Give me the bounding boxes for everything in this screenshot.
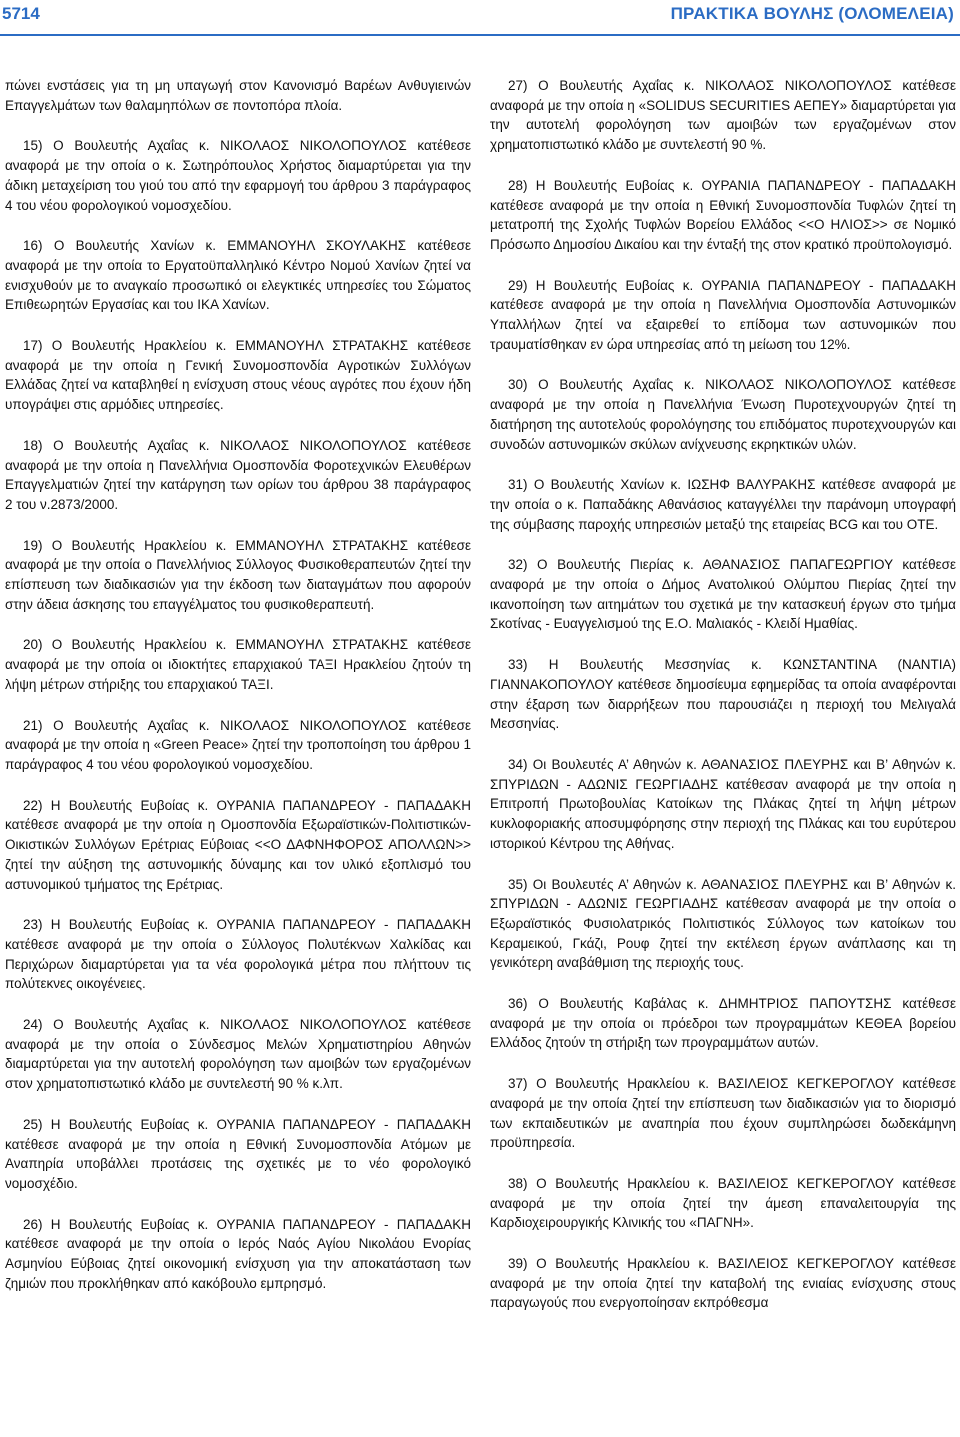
paragraph: 38) Ο Βουλευτής Ηρακλείου κ. ΒΑΣΙΛΕΙΟΣ ΚΕΓΚΕΡΟΓΛΟΥ κατέθεσε αναφορά με την οποία ζητεί την άμεση επαναλειτουργία της Καρδιοχειρουργικής Κλινικής του «ΠΑΓΝΗ». [490, 1175, 956, 1231]
paragraph: πώνει ενστάσεις για τη μη υπαγωγή στον Κανονισμό Βαρέων Ανθυγιεινών Επαγγελμάτων των θαλαμηπόλων σε ποντοπόρα πλοία. [5, 78, 471, 113]
paragraph: 21) Ο Βουλευτής Αχαΐας κ. ΝΙΚΟΛΑΟΣ ΝΙΚΟΛΟΠΟΥΛΟΣ κατέθεσε αναφορά με την οποία η «Green Peace» ζητεί την τροποποίηση του άρθρου 1 παράγραφος 4 του νέου φορολογικού νομοσχεδίου. [5, 717, 471, 772]
running-title: ΠΡΑΚΤΙΚΑ ΒΟΥΛΗΣ (ΟΛΟΜΕΛΕΙΑ) [670, 4, 954, 23]
paragraph: 35) Οι Βουλευτές Α’ Αθηνών κ. ΑΘΑΝΑΣΙΟΣ ΠΛΕΥΡΗΣ και Β’ Αθηνών κ. ΣΠΥΡΙΔΩΝ - ΑΔΩΝΙΣ ΓΕΩΡΓΙΑΔΗΣ κατέθεσαν αναφορά με την οποία ο Εξωραϊστικός Φυσιολατρικός Πολιτιστικός Σύλλογος των κατοίκων του Κεραμεικού, Γκάζι, Ρουφ ζητεί την εκτέλεση έργων ανάπλασης και τη γενικότερη αναβάθμιση της περιοχής τους. [490, 876, 956, 971]
paragraph: 24) Ο Βουλευτής Αχαΐας κ. ΝΙΚΟΛΑΟΣ ΝΙΚΟΛΟΠΟΥΛΟΣ κατέθεσε αναφορά με την οποία ο Σύνδεσμος Μελών Χρηματιστηρίου Αθηνών διαμαρτύρεται για την αυτοτελή φορολόγηση των αμοιβών των εργαζομένων στον χρηματοπιστωτικό κλάδο με συντελεστή 90 % κ.λπ. [5, 1017, 471, 1092]
paragraph: 37) Ο Βουλευτής Ηρακλείου κ. ΒΑΣΙΛΕΙΟΣ ΚΕΓΚΕΡΟΓΛΟΥ κατέθεσε αναφορά με την οποία ζητεί την επίσπευση των διαδικασιών για το διορισμό των εκπαιδευτικών με αναπηρία που έχουν συμπληρώσει δωδεκάμηνη προϋπηρεσία. [490, 1076, 956, 1151]
paragraph: 28) Η Βουλευτής Ευβοίας κ. ΟΥΡΑΝΙΑ ΠΑΠΑΝΔΡΕΟΥ - ΠΑΠΑΔΑΚΗ κατέθεσε αναφορά με την οποία η Εθνική Συνομοσπονδία Τυφλών ζητεί τη μετατροπή της Σχολής Τυφλών Βορείου Ελλάδος <<Ο ΗΛΙΟΣ>> σε Νομικό Πρόσωπο Δημοσίου Δικαίου και την ένταξή της στον κρατικό προϋπολογισμό. [490, 177, 956, 252]
paragraph: 33) Η Βουλευτής Μεσσηνίας κ. ΚΩΝΣΤΑΝΤΙΝΑ (ΝΑΝΤΙΑ) ΓΙΑΝΝΑΚΟΠΟΥΛΟΥ κατέθεσε δημοσίευμα εφημερίδας τα οποία αναφέρονται στην έξαρση των διαρρήξεων που παρουσιάζει η περιοχή του Μελιγαλά Μεσσηνίας. [490, 657, 956, 732]
paragraph: 19) Ο Βουλευτής Ηρακλείου κ. ΕΜΜΑΝΟΥΗΛ ΣΤΡΑΤΑΚΗΣ κατέθεσε αναφορά με την οποία ο Πανελλήνιος Σύλλογος Φυσικοθεραπευτών ζητεί την επίσπευση των διαδικασιών για την έκδοση των διαταγμάτων που αφορούν στην άδεια άσκησης του επαγγέλματος του φυσικοθεραπευτή. [5, 537, 471, 612]
paragraph: 32) Ο Βουλευτής Πιερίας κ. ΑΘΑΝΑΣΙΟΣ ΠΑΠΑΓΕΩΡΓΙΟΥ κατέθεσε αναφορά με την οποία ο Δήμος Ανατολικού Ολύμπου Πιερίας ζητεί την ικανοποίηση των αιτημάτων του σχετικά με την κατασκευή έργων στο τμήμα Σκοτίνας - Ευαγγελισμού της Ε.Ο. Μαλιακός - Κλειδί Ημαθίας. [490, 557, 956, 632]
paragraph: 27) Ο Βουλευτής Αχαΐας κ. ΝΙΚΟΛΑΟΣ ΝΙΚΟΛΟΠΟΥΛΟΣ κατέθεσε αναφορά με την οποία η «SOLIDUS SECURITIES ΑΕΠΕΥ» διαμαρτύρεται για την αυτοτελή φορολόγηση των αμοιβών των εργαζομένων στον χρηματοπιστωτικό κλάδο με συντελεστή 90 %. [490, 78, 956, 153]
paragraph: 25) Η Βουλευτής Ευβοίας κ. ΟΥΡΑΝΙΑ ΠΑΠΑΝΔΡΕΟΥ - ΠΑΠΑΔΑΚΗ κατέθεσε αναφορά με την οποία η Εθνική Συνομοσπονδία Ατόμων με Αναπηρία υποβάλλει προτάσεις της σχετικές με το νέο φορολογικό νομοσχέδιο. [5, 1116, 471, 1191]
paragraph: 30) Ο Βουλευτής Αχαΐας κ. ΝΙΚΟΛΑΟΣ ΝΙΚΟΛΟΠΟΥΛΟΣ κατέθεσε αναφορά με την οποία η Πανελλήνια Ένωση Πυροτεχνουργών ζητεί τη διατήρηση της αυτοτελούς φορολόγησης του επιδόματος πυροτεχνουργών και συνοδών αστυνομικών σκύλων ανίχνευσης εκρηκτικών υλών. [490, 377, 956, 452]
paragraph: 39) Ο Βουλευτής Ηρακλείου κ. ΒΑΣΙΛΕΙΟΣ ΚΕΓΚΕΡΟΓΛΟΥ κατέθεσε αναφορά με την οποία ζητεί την καταβολή της ενιαίας ενίσχυσης στους παραγωγούς που ενεργοποίησαν εκπρόθεσμα [490, 1256, 956, 1311]
paragraph: 29) Η Βουλευτής Ευβοίας κ. ΟΥΡΑΝΙΑ ΠΑΠΑΝΔΡΕΟΥ - ΠΑΠΑΔΑΚΗ κατέθεσε αναφορά με την οποία η Πανελλήνια Ομοσπονδία Αστυνομικών Υπαλλήλων ζητεί να εξαιρεθεί το επίδομα των αστυνομικών που τραυματίσθηκαν εν ώρα υπηρεσίας από τη μείωση του 12%. [490, 277, 956, 352]
paragraph: 26) Η Βουλευτής Ευβοίας κ. ΟΥΡΑΝΙΑ ΠΑΠΑΝΔΡΕΟΥ - ΠΑΠΑΔΑΚΗ κατέθεσε αναφορά με την οποία ο Ιερός Ναός Αγίου Νικολάου Ενορίας Ασμηνίου Εύβοιας ζητεί οικονομική ενίσχυση για την αποκατάσταση των ζημιών που προκλήθηκαν από κακόβουλο εμπρησμό. [5, 1216, 471, 1291]
paragraph: 15) Ο Βουλευτής Αχαΐας κ. ΝΙΚΟΛΑΟΣ ΝΙΚΟΛΟΠΟΥΛΟΣ κατέθεσε αναφορά με την οποία ο κ. Σωτηρόπουλος Χρήστος διαμαρτύρεται για την άδικη μεταχείριση του γιού του από την εφαρμογή του άρθρου 3 παράγραφος 4 του νέου φορολογικού νομοσχεδίου. [5, 138, 471, 213]
page-number: 5714 [2, 4, 40, 23]
paragraph: 23) Η Βουλευτής Ευβοίας κ. ΟΥΡΑΝΙΑ ΠΑΠΑΝΔΡΕΟΥ - ΠΑΠΑΔΑΚΗ κατέθεσε αναφορά με την οποία ο Σύλλογος Πολυτέκνων Χαλκίδας και Περιχώρων διαμαρτύρεται για τα νέα φορολογικά μέτρα που πλήττουν τις πολύτεκνες οικογένειες. [5, 917, 471, 992]
paragraph: 20) Ο Βουλευτής Ηρακλείου κ. ΕΜΜΑΝΟΥΗΛ ΣΤΡΑΤΑΚΗΣ κατέθεσε αναφορά με την οποία οι ιδιοκτήτες επαρχιακού ΤΑΞΙ Ηρακλείου ζητούν τη λήψη μέτρων στήριξης του επαρχιακού ΤΑΞΙ. [5, 637, 471, 692]
paragraph: 16) Ο Βουλευτής Χανίων κ. ΕΜΜΑΝΟΥΗΛ ΣΚΟΥΛΑΚΗΣ κατέθεσε αναφορά με την οποία το Εργατοϋπαλληλικό Κέντρο Νομού Χανίων ζητεί να ενισχυθούν με το αναγκαίο προσωπικό οι ελεγκτικές υπηρεσίες του Σώματος Επιθεωρητών Εργασίας και του ΙΚΑ Χανίων. [5, 238, 471, 313]
paragraph: 31) Ο Βουλευτής Χανίων κ. ΙΩΣΗΦ ΒΑΛΥΡΑΚΗΣ κατέθεσε αναφορά με την οποία ο κ. Παπαδάκης Αθανάσιος καταγγέλλει την παράνομη υπογραφή της σύμβασης παροχής υπηρεσιών μεταξύ της εταιρείας BCG και του ΟΤΕ. [490, 477, 956, 532]
paragraph: 34) Οι Βουλευτές Α’ Αθηνών κ. ΑΘΑΝΑΣΙΟΣ ΠΛΕΥΡΗΣ και Β’ Αθηνών κ. ΣΠΥΡΙΔΩΝ - ΑΔΩΝΙΣ ΓΕΩΡΓΙΑΔΗΣ κατέθεσαν αναφορά με την οποία η Επιτροπή Πρωτοβουλίας Κατοίκων της Πλάκας ζητεί τη λήψη μέτρων κυκλοφοριακής αποσυμφόρησης στην περιοχή της Πλάκας και του ευρύτερου ιστορικού Κέντρου της Αθήνας. [490, 756, 956, 851]
paragraph: 17) Ο Βουλευτής Ηρακλείου κ. ΕΜΜΑΝΟΥΗΛ ΣΤΡΑΤΑΚΗΣ κατέθεσε αναφορά με την οποία η Γενική Συνομοσπονδία Αγροτικών Συλλόγων Ελλάδας ζητεί να καταβληθεί η ενίσχυση στους νέους αγρότες που έχουν ήδη υπογράψει στις αρμόδιες υπηρεσίες. [5, 338, 471, 413]
right-column [490, 76, 956, 1334]
page-header [0, 0, 960, 36]
left-column [5, 76, 471, 1314]
paragraph: 22) Η Βουλευτής Ευβοίας κ. ΟΥΡΑΝΙΑ ΠΑΠΑΝΔΡΕΟΥ - ΠΑΠΑΔΑΚΗ κατέθεσε αναφορά με την οποία η Ομοσπονδία Εξωραϊστικών-Πολιτιστικών-Οικιστικών Συλλόγων Ερέτριας Εύβοιας <<Ο ΔΑΦΝΗΦΟΡΟΣ ΑΠΟΛΛΩΝ>> ζητεί την αύξηση της αστυνομικής δύναμης και τον υλικό εξοπλισμό του αστυνομικού τμήματος της Ερέτριας. [5, 797, 471, 892]
paragraph: 18) Ο Βουλευτής Αχαΐας κ. ΝΙΚΟΛΑΟΣ ΝΙΚΟΛΟΠΟΥΛΟΣ κατέθεσε αναφορά με την οποία η Πανελλήνια Ομοσπονδία Φοροτεχνικών Ελευθέρων Επαγγελματιών ζητεί την κατάργηση των ορίων του άρθρου 38 παράγραφος 2 του ν.2873/2000. [5, 437, 471, 512]
paragraph: 36) Ο Βουλευτής Καβάλας κ. ΔΗΜΗΤΡΙΟΣ ΠΑΠΟΥΤΣΗΣ κατέθεσε αναφορά με την οποία οι πρόεδροι των προγραμμάτων ΚΕΘΕΑ βορείου Ελλάδος ζητούν τη στήριξη των προγραμμάτων αυτών. [490, 996, 956, 1051]
